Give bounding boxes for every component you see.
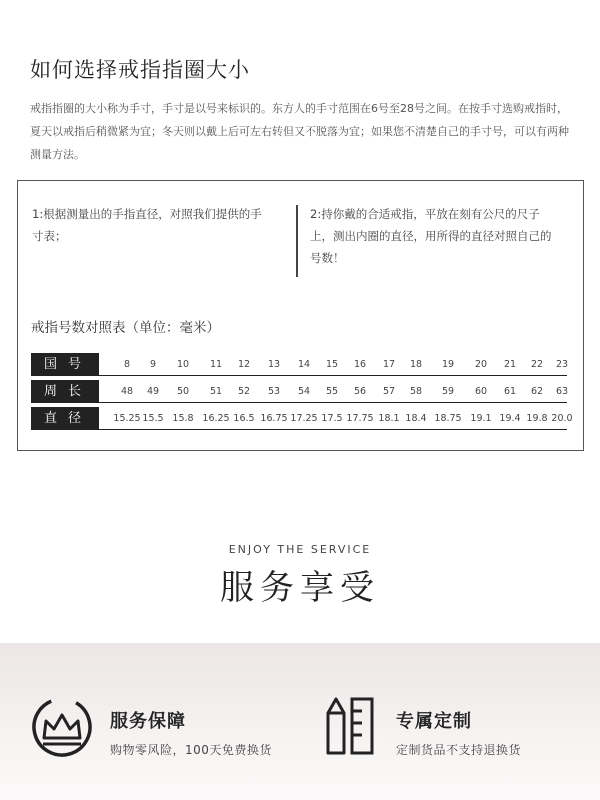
table-cell: 62 xyxy=(530,386,544,397)
table-cell: 16.75 xyxy=(260,413,288,424)
table-cell: 20.0 xyxy=(551,413,573,424)
table-cell: 18.1 xyxy=(378,413,400,424)
table-cell: 21 xyxy=(503,359,517,370)
table-cell: 11 xyxy=(209,359,223,370)
table-cell: 52 xyxy=(237,386,251,397)
table-cell: 56 xyxy=(353,386,367,397)
table-cell: 16.25 xyxy=(202,413,230,424)
service-title: 服务保障 xyxy=(110,711,186,732)
row-header: 国号 xyxy=(31,353,99,376)
table-cell: 23 xyxy=(555,359,569,370)
table-cell: 51 xyxy=(209,386,223,397)
table-cell: 48 xyxy=(120,386,134,397)
table-cell: 55 xyxy=(325,386,339,397)
row-underline xyxy=(99,429,567,430)
row-header: 周长 xyxy=(31,380,99,403)
row-header: 直径 xyxy=(31,407,99,430)
service-footer xyxy=(0,643,600,800)
table-cell: 16 xyxy=(353,359,367,370)
table-cell: 60 xyxy=(474,386,488,397)
table-cell: 14 xyxy=(297,359,311,370)
table-row-diameter xyxy=(31,407,573,430)
method-1-text: 1:根据测量出的手指直径，对照我们提供的手寸表； xyxy=(32,207,262,243)
table-cell: 22 xyxy=(530,359,544,370)
table-cell: 57 xyxy=(382,386,396,397)
table-row-circumference xyxy=(31,380,567,403)
service-heading-cn: 服务享受 xyxy=(220,568,380,608)
table-cell: 61 xyxy=(503,386,517,397)
table-cell: 18.4 xyxy=(405,413,427,424)
row-underline xyxy=(99,402,567,403)
service-heading-en: ENJOY THE SERVICE xyxy=(228,543,372,556)
table-cell: 10 xyxy=(176,359,190,370)
service-subtitle: 购物零风险，100天免费换货 xyxy=(110,743,272,757)
table-cell: 15.8 xyxy=(172,413,194,424)
pencil-ruler-icon xyxy=(318,695,382,759)
table-row-size-number xyxy=(31,353,567,376)
table-cell: 19.4 xyxy=(499,413,521,424)
table-cell: 16.5 xyxy=(233,413,255,424)
vertical-divider xyxy=(296,205,298,277)
table-cell: 20 xyxy=(474,359,488,370)
table-cell: 15.5 xyxy=(142,413,164,424)
table-cell: 58 xyxy=(409,386,423,397)
table-cell: 53 xyxy=(267,386,281,397)
service-subtitle: 定制货品不支持退换货 xyxy=(396,743,522,757)
table-cell: 59 xyxy=(441,386,455,397)
intro-paragraph: 戒指指圈的大小称为手寸，手寸是以号来标识的。东方人的手寸范围在6号至28号之间。在按手寸选购戒指时，夏天以戒指后稍微紧为宜；冬天则以戴上后可左右转但又不脱落为宜；如果您不清楚自己的手寸号，可以有两种测量方法。 xyxy=(30,102,569,161)
table-cell: 19.8 xyxy=(526,413,548,424)
table-cell: 17 xyxy=(382,359,396,370)
table-cell: 13 xyxy=(267,359,281,370)
table-cell: 17.25 xyxy=(290,413,318,424)
table-cell: 12 xyxy=(237,359,251,370)
table-cell: 18 xyxy=(409,359,423,370)
table-cell: 50 xyxy=(176,386,190,397)
row-underline xyxy=(99,375,567,376)
table-cell: 54 xyxy=(297,386,311,397)
table-cell: 63 xyxy=(555,386,569,397)
table-cell: 9 xyxy=(149,359,157,370)
table-cell: 8 xyxy=(123,359,131,370)
table-cell: 19.1 xyxy=(470,413,492,424)
method-2-text: 2:持你戴的合适戒指，平放在刻有公尺的尺子上，测出内圈的直径，用所得的直径对照自己的号数！ xyxy=(310,207,552,265)
table-cell: 19 xyxy=(441,359,455,370)
table-cell: 15 xyxy=(325,359,339,370)
size-table-title: 戒指号数对照表（单位：毫米） xyxy=(31,320,220,336)
table-cell: 17.75 xyxy=(346,413,374,424)
measurement-panel xyxy=(17,180,584,451)
table-cell: 15.25 xyxy=(113,413,141,424)
table-cell: 17.5 xyxy=(321,413,343,424)
page-title: 如何选择戒指指圈大小 xyxy=(30,58,250,82)
crown-icon xyxy=(30,695,94,759)
service-title: 专属定制 xyxy=(396,711,472,732)
table-cell: 18.75 xyxy=(434,413,462,424)
table-cell: 49 xyxy=(146,386,160,397)
